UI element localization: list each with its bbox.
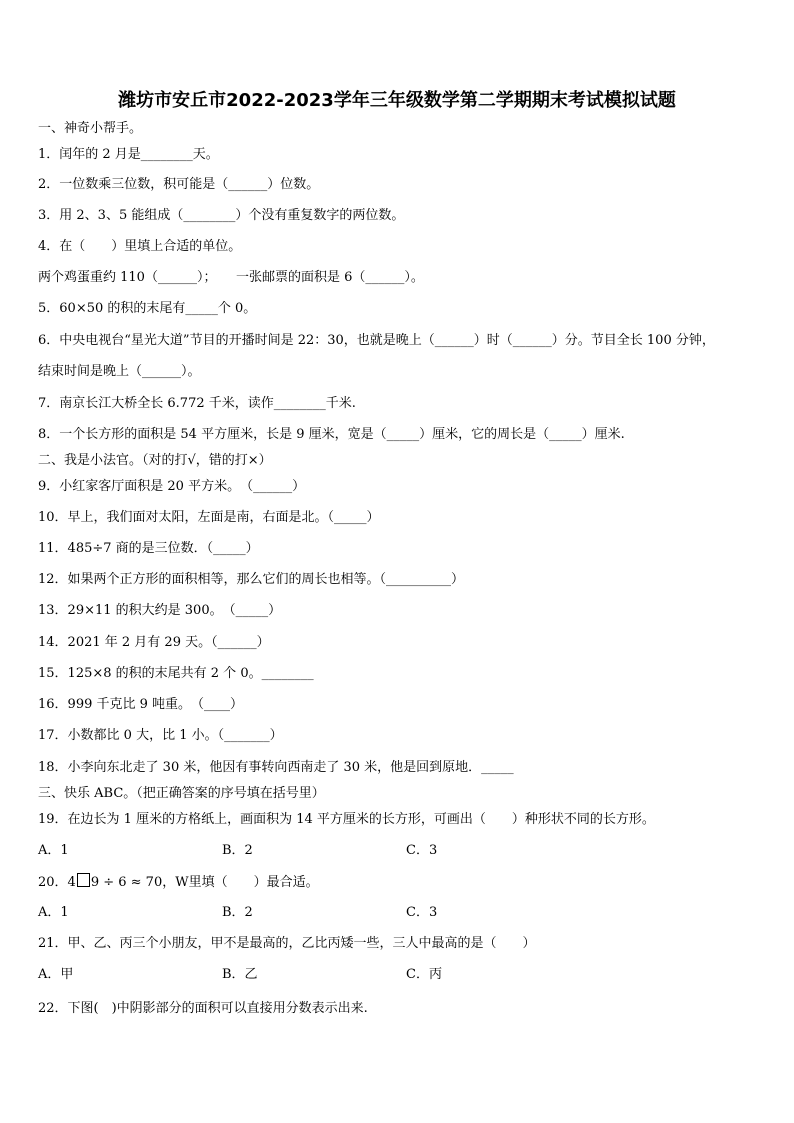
q19-option-c: C．3	[406, 843, 438, 858]
question-1: 1．闰年的 2 月是________天。	[38, 147, 219, 162]
question-10: 10．早上，我们面对太阳，左面是南，右面是北。（_____）	[38, 510, 380, 525]
question-15: 15．125×8 的积的末尾共有 2 个 0。________	[38, 666, 314, 681]
question-11: 11．485÷7 商的是三位数．（_____）	[38, 541, 259, 556]
question-6: 6．中央电视台“星光大道”节目的开播时间是 22：30，也就是晚上（______）时（______）分。节目全长 100 分钟，	[38, 333, 715, 348]
question-5: 5．60×50 的积的末尾有_____个 0。	[38, 301, 257, 316]
q19-option-a: A．1	[38, 843, 69, 858]
q19-option-b: B．2	[222, 843, 253, 858]
q20-option-c: C．3	[406, 905, 438, 920]
q20-prefix: 20．4	[38, 875, 76, 890]
question-14: 14．2021 年 2 月有 29 天。（______）	[38, 635, 270, 650]
question-8: 8．一个长方形的面积是 54 平方厘米，长是 9 厘米，宽是（_____）厘米，它的周长是（_____）厘米.	[38, 427, 625, 442]
question-17: 17．小数都比 0 大，比 1 小。（_______）	[38, 728, 283, 743]
question-4-items: 两个鸡蛋重约 110（______）； 一张邮票的面积是 6（______）。	[38, 270, 424, 285]
question-13: 13．29×11 的积大约是 300。 （_____）	[38, 603, 282, 618]
section-2-heading: 二、我是小法官。（对的打√，错的打×）	[38, 453, 272, 468]
q21-option-b: B．乙	[222, 967, 258, 982]
q20-option-a: A．1	[38, 905, 69, 920]
question-12: 12．如果两个正方形的面积相等，那么它们的周长也相等。（__________）	[38, 572, 465, 587]
question-21: 21．甲、乙、丙三个小朋友，甲不是最高的，乙比丙矮一些，三人中最高的是（ ）	[38, 936, 536, 951]
page-title: 潍坊市安丘市2022-2023学年三年级数学第二学期期末考试模拟试题	[118, 90, 676, 111]
question-2: 2．一位数乘三位数，积可能是（______）位数。	[38, 177, 320, 192]
q20-suffix: 9 ÷ 6 ≈ 70，W里填（ ）最合适。	[90, 875, 319, 890]
question-22: 22．下图( )中阴影部分的面积可以直接用分数表示出来.	[38, 1001, 368, 1016]
question-19: 19．在边长为 1 厘米的方格纸上，画面积为 14 平方厘米的长方形，可画出（ ）种形状不同的长方形。	[38, 812, 655, 827]
question-9: 9．小红家客厅面积是 20 平方米。 （______）	[38, 479, 306, 494]
question-6-continued: 结束时间是晚上（______）。	[38, 364, 201, 379]
question-3: 3．用 2、3、5 能组成（________）个没有重复数字的两位数。	[38, 208, 405, 223]
question-16: 16．999 千克比 9 吨重。 （____）	[38, 697, 244, 712]
section-3-heading: 三、快乐 ABC。（把正确答案的序号填在括号里）	[38, 786, 325, 801]
question-7: 7．南京长江大桥全长 6.772 千米，读作________千米.	[38, 396, 356, 411]
question-20	[38, 873, 319, 892]
q21-option-c: C．丙	[406, 967, 442, 982]
section-1-heading: 一、神奇小帮手。	[38, 121, 143, 136]
question-4: 4．在（ ）里填上合适的单位。	[38, 239, 242, 254]
blank-box-icon	[77, 873, 90, 887]
q21-option-a: A．甲	[38, 967, 74, 982]
question-18: 18．小李向东北走了 30 米，他因有事转向西南走了 30 米，他是回到原地．_____	[38, 760, 514, 775]
q20-option-b: B．2	[222, 905, 253, 920]
